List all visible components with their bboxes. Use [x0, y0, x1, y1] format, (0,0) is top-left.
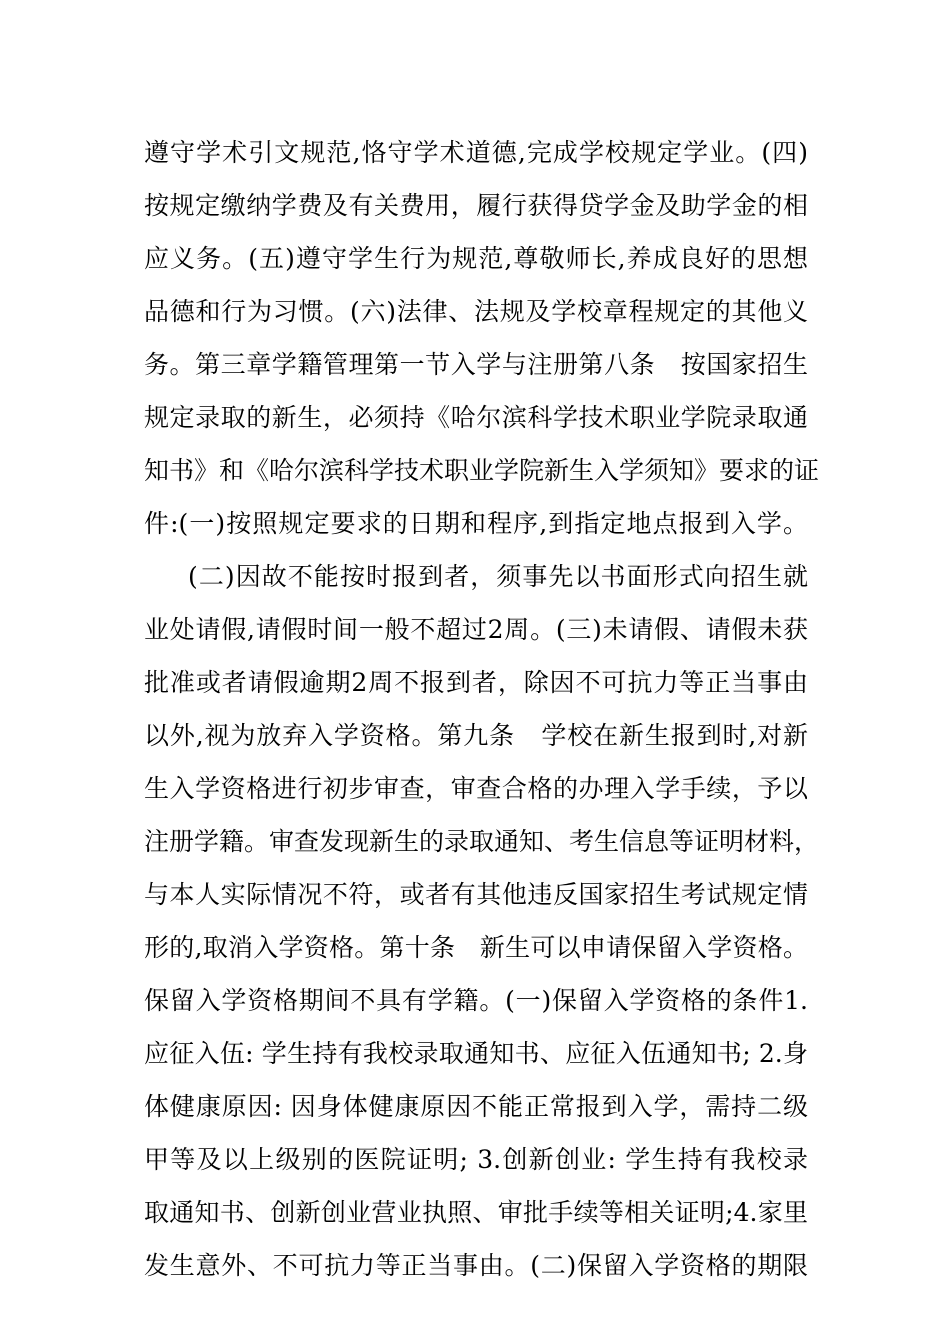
- text-line: 取通知书、创新创业营业执照、审批手续等相关证明;4.家里: [144, 1198, 808, 1227]
- text-line: 形的,取消入学资格。第十条 新生可以申请保留入学资格。: [144, 933, 808, 962]
- text-line: (二)因故不能按时报到者，须事先以书面形式向招生就: [188, 562, 808, 591]
- text-line: 件:(一)按照规定要求的日期和程序,到指定地点报到入学。: [144, 509, 808, 538]
- text-line: 保留入学资格期间不具有学籍。(一)保留入学资格的条件1.: [144, 986, 808, 1015]
- text-line: 务。第三章学籍管理第一节入学与注册第八条 按国家招生: [144, 350, 808, 379]
- text-line: 批准或者请假逾期2周不报到者，除因不可抗力等正当事由: [144, 668, 808, 697]
- text-line: 业处请假,请假时间一般不超过2周。(三)未请假、请假未获: [144, 615, 808, 644]
- text-line: 知书》和《哈尔滨科学技术职业学院新生入学须知》要求的证: [144, 456, 820, 485]
- text-line: 以外,视为放弃入学资格。第九条 学校在新生报到时,对新: [144, 721, 808, 750]
- text-line: 发生意外、不可抗力等正当事由。(二)保留入学资格的期限: [144, 1251, 808, 1280]
- text-line: 甲等及以上级别的医院证明; 3.创新创业: 学生持有我校录: [144, 1145, 808, 1174]
- text-line: 规定录取的新生，必须持《哈尔滨科学技术职业学院录取通: [144, 403, 808, 432]
- body-text: [144, 126, 820, 1292]
- text-line: 遵守学术引文规范,恪守学术道德,完成学校规定学业。(四): [144, 138, 808, 167]
- text-line: 注册学籍。审查发现新生的录取通知、考生信息等证明材料，: [144, 827, 820, 856]
- text-line: 生入学资格进行初步审查，审查合格的办理入学手续，予以: [144, 774, 808, 803]
- text-line: 应征入伍: 学生持有我校录取通知书、应征入伍通知书; 2.身: [144, 1039, 808, 1068]
- text-line: 体健康原因: 因身体健康原因不能正常报到入学，需持二级: [144, 1092, 808, 1121]
- text-line: 与本人实际情况不符，或者有其他违反国家招生考试规定情: [144, 880, 808, 909]
- text-line: 品德和行为习惯。(六)法律、法规及学校章程规定的其他义: [144, 297, 808, 326]
- text-line: 应义务。(五)遵守学生行为规范,尊敬师长,养成良好的思想: [144, 244, 808, 273]
- text-line: 按规定缴纳学费及有关费用，履行获得贷学金及助学金的相: [144, 191, 808, 220]
